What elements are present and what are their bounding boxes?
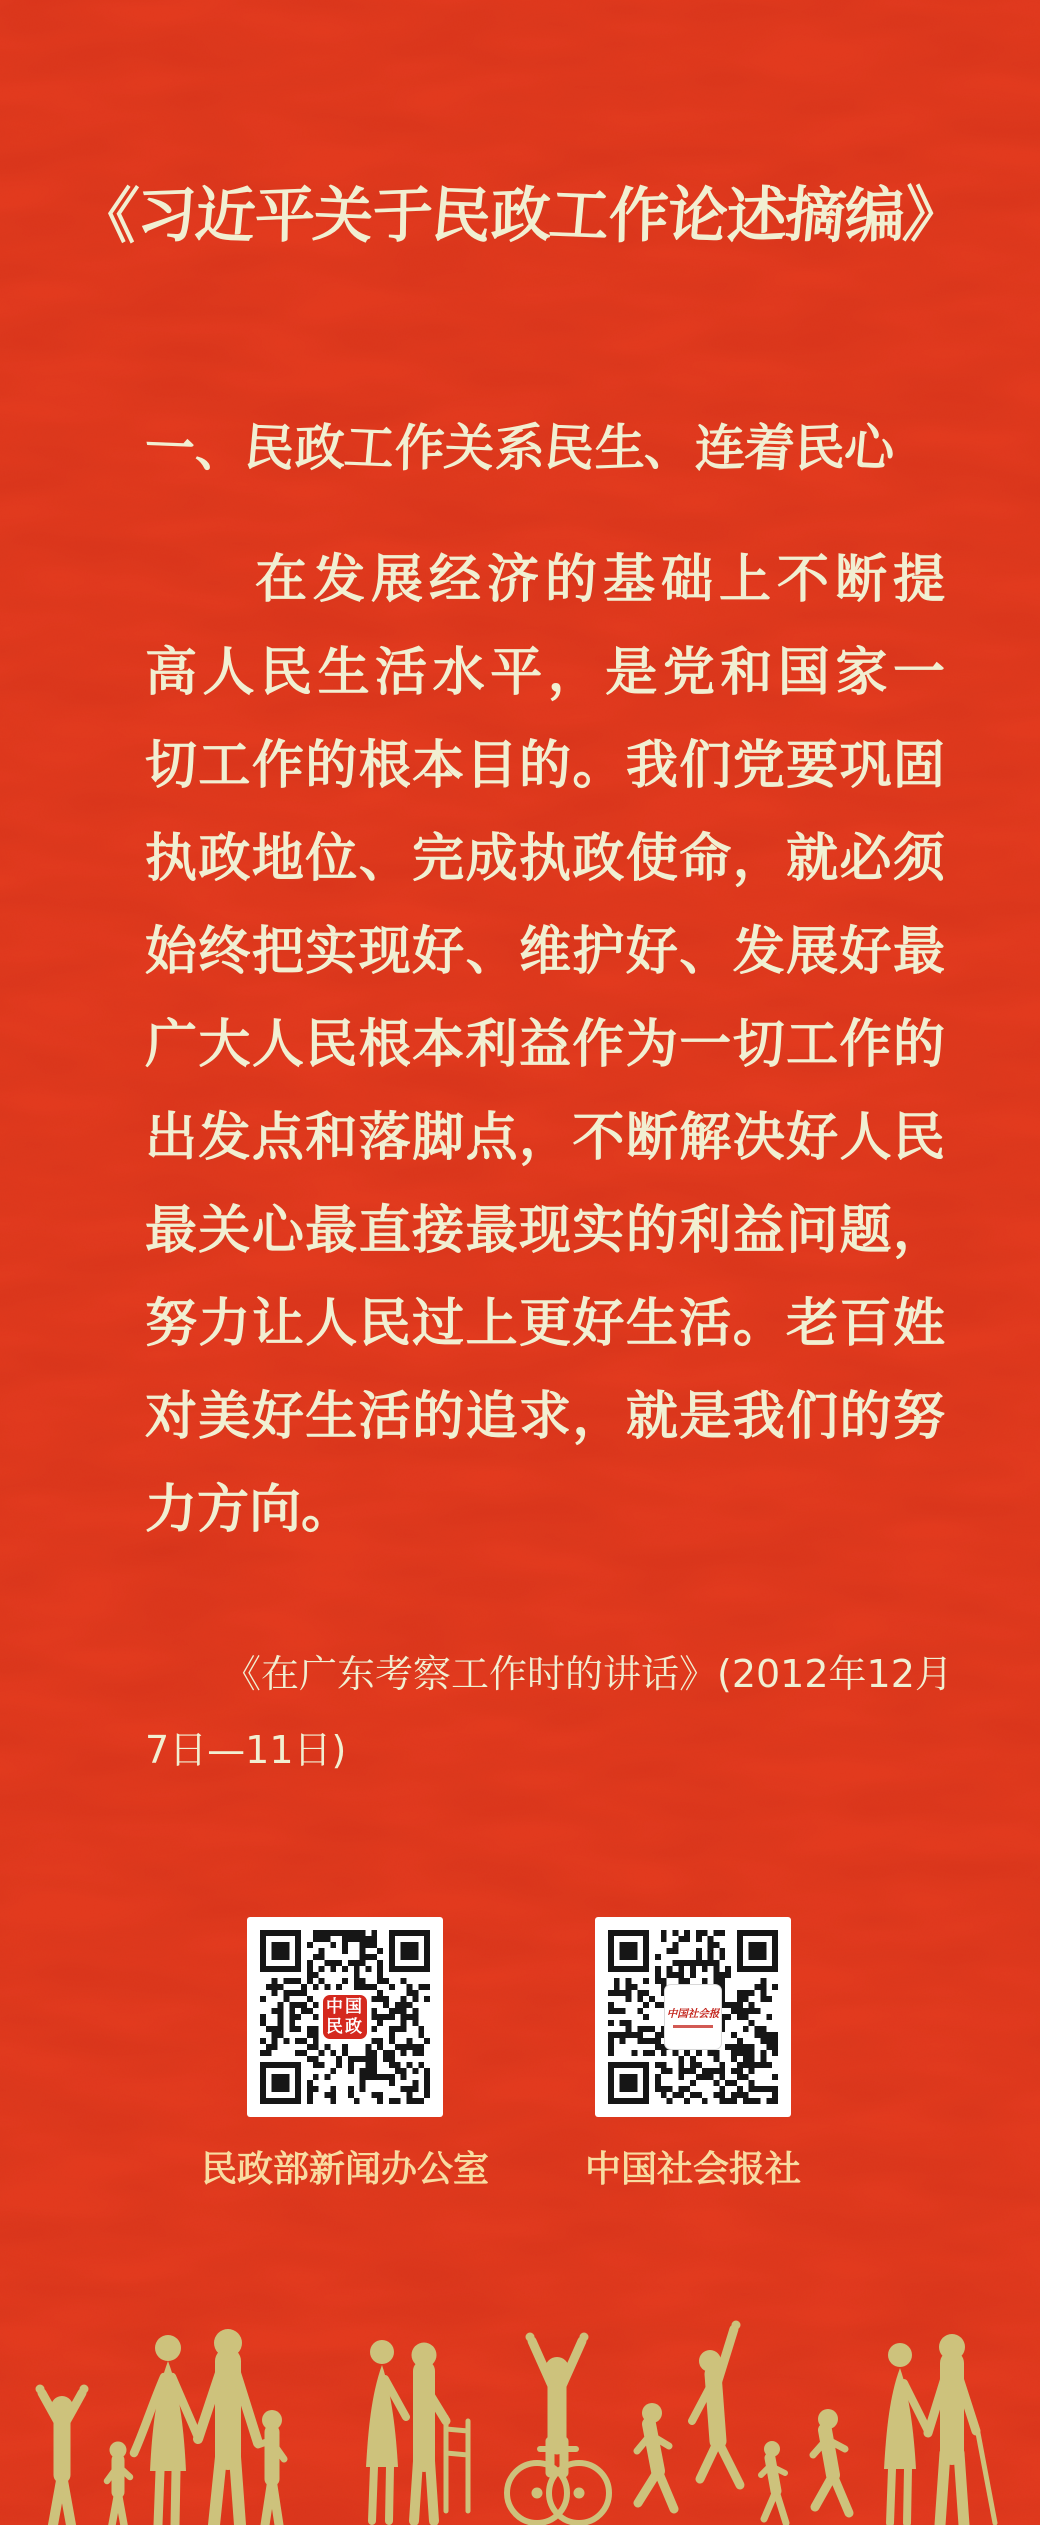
qr-label-china-society-news: 中国社会报社	[585, 2149, 802, 2190]
qr-item-china-society-news	[585, 1917, 802, 2192]
elderly-woman-silhouette	[884, 2343, 928, 2523]
running-boy-silhouette	[813, 2409, 849, 2513]
quote-line-8: 最关心最直接最现实的利益问题，	[145, 1201, 945, 1261]
quote-line-6: 广大人民根本利益作为一切工作的	[145, 1015, 945, 1075]
jumping-person-silhouette	[692, 2321, 741, 2486]
small-running-child-silhouette	[761, 2441, 786, 2523]
quote-line-4: 执政地位、完成执政使命，就必须	[145, 829, 945, 889]
citation-line-1: 《在广东考察工作时的讲话》(2012年12月	[223, 1652, 953, 1696]
quote-paragraph	[145, 534, 945, 1557]
wheelchair-user-cheering-silhouette	[507, 2333, 609, 2524]
quote-line-10: 对美好生活的追求，就是我们的努	[145, 1387, 945, 1447]
elderly-woman-with-companion-silhouette	[366, 2340, 406, 2521]
father-silhouette	[198, 2329, 258, 2525]
toddler-silhouette	[107, 2442, 130, 2525]
qr-label-mca-news-office: 民政部新闻办公室	[201, 2149, 490, 2190]
quote-line-11: 力方向。	[145, 1480, 354, 1540]
people-silhouettes	[0, 2245, 1040, 2525]
quote-line-3: 切工作的根本目的。我们党要巩固	[145, 736, 945, 796]
citation-line-2: 7日—11日)	[145, 1728, 347, 1772]
section-heading: 一、民政工作关系民生、连着民心	[142, 418, 898, 478]
qr-item-mca-news-office	[201, 1917, 490, 2192]
mca-seal-logo: 中国民政	[321, 1993, 369, 2041]
qr-code-mca-news-office	[247, 1917, 443, 2117]
citation	[145, 1636, 953, 1788]
man-with-walker-silhouette	[412, 2343, 469, 2522]
poster-title: 《习近平关于民政工作论述摘编》	[73, 179, 966, 253]
mother-silhouette	[134, 2335, 198, 2525]
qr-code-china-society-news	[595, 1917, 791, 2117]
cheering-child-silhouette	[36, 2385, 89, 2525]
walker-frame	[446, 2417, 468, 2511]
running-child-silhouette	[637, 2403, 674, 2509]
quote-line-7: 出发点和落脚点，不断解决好人民	[145, 1108, 945, 1168]
quote-line-2: 高人民生活水平，是党和国家一	[145, 643, 945, 703]
elderly-man-with-cane-silhouette	[928, 2334, 995, 2525]
quote-line-9: 努力让人民过上更好生活。老百姓	[145, 1294, 945, 1354]
china-society-news-logo: 中国社会报	[664, 1984, 722, 2050]
cane	[978, 2433, 995, 2523]
quote-line-5: 始终把实现好、维护好、发展好最	[145, 922, 945, 982]
quote-line-1: 在发展经济的基础上不断提	[255, 550, 945, 610]
child-silhouette	[258, 2410, 284, 2525]
